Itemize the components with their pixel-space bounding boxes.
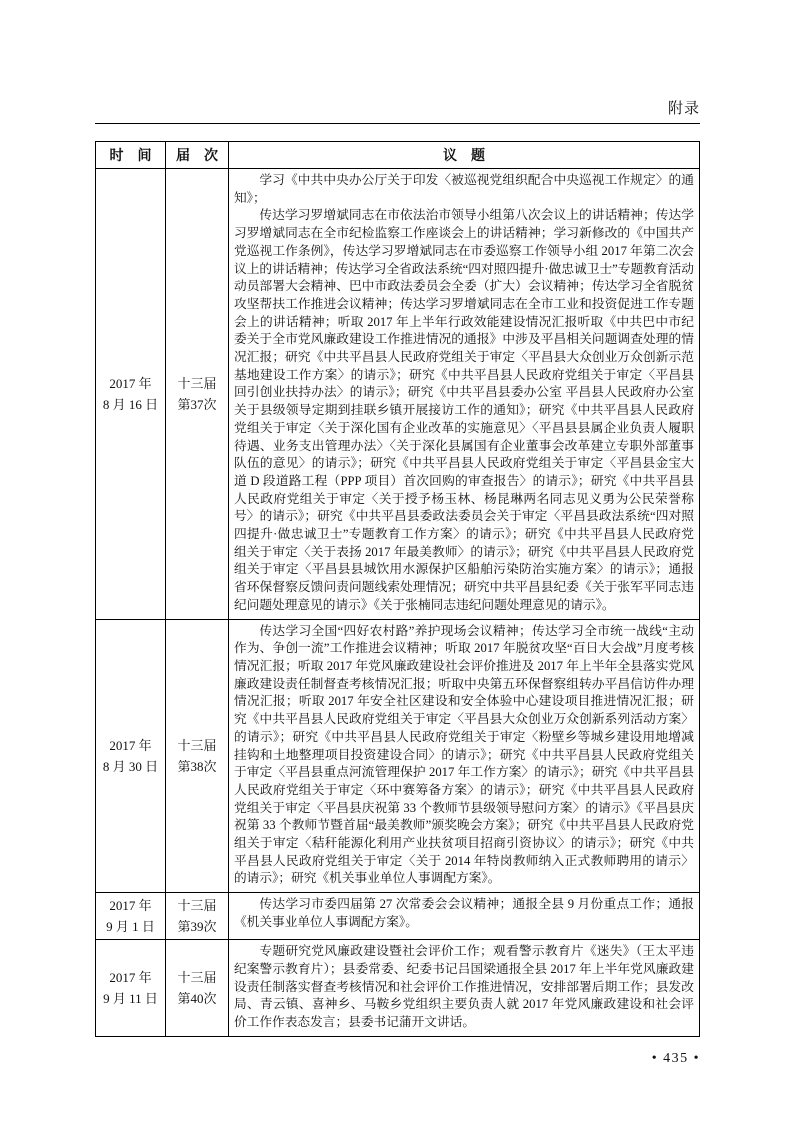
topics-cell [229,893,700,940]
page-footer [95,1051,700,1067]
date-line: 2017 年 [109,737,152,753]
page-number: • 435 • [651,1050,700,1066]
session-cell [166,169,229,620]
session-cell [166,893,229,940]
session-line: 十三届 [177,898,217,914]
date-line: 9 月 11 日 [103,990,158,1006]
time-cell [96,619,166,893]
table-row [96,940,700,1037]
session-line: 第40次 [177,990,217,1006]
topic-paragraph: 学习《中共中央办公厅关于印发〈被巡视党组织配合中央巡视工作规定〉的通知》； [234,173,694,205]
date-line: 2017 年 [109,375,152,391]
column-header-topics: 议 题 [229,142,700,169]
date-line: 2017 年 [109,898,152,914]
session-line: 十三届 [177,375,217,391]
date-line: 9 月 1 日 [106,919,155,935]
topics-cell [229,619,700,893]
date-line: 8 月 16 日 [102,396,159,412]
table-row [96,893,700,940]
topics-cell [229,169,700,620]
session-line: 十三届 [177,969,217,985]
date-line: 8 月 30 日 [102,758,159,774]
session-cell [166,619,229,893]
appendix-label: 附录 [667,100,700,117]
topic-paragraph: 传达学习市委四届第 27 次常委会会议精神；通报全县 9 月份重点工作；通报《机关事业单位人事调配方案》。 [234,897,694,929]
topic-paragraph: 专题研究党风廉政建设暨社会评价工作；观看警示教育片《迷失》（王太平违纪案警示教育片）；县委常委、纪委书记吕国梁通报全县 2017 年上半年党风廉政建设责任制落实督查考核情况和社会评价工作推进情况，安排部署后期工作；县发改局、青云镇、喜神乡、马鞍乡党组织主要负责人就 2017 年党风廉政建设和社会评价工作作表态发言；县委书记蒲开文讲话。 [234,944,694,1029]
session-line: 第39次 [177,919,217,935]
meeting-table [95,141,700,1037]
session-line: 第38次 [177,758,217,774]
column-header-session: 届 次 [166,142,229,169]
column-header-time: 时 间 [96,142,166,169]
time-cell [96,169,166,620]
table-header-row [96,142,700,169]
page-header [95,97,700,124]
topics-cell [229,940,700,1037]
topic-paragraph: 传达学习全国“四好农村路”养护现场会议精神；传达学习全市统一战线“主动作为、争创一流”工作推进会议精神；听取 2017 年脱贫攻坚“百日大会战”月度考核情况汇报；听取 2017 年党风廉政建设社会评价推进及 2017 年上半年全县落实党风廉政建设责任制督查考核情况汇报；听取中央第五环保督察组转办平昌信访件办理情况汇报；听取 2017 年安全社区建设和安全体验中心建设项目推进情况汇报；研究《中共平昌县人民政府党组关于审定〈平昌县大众创业万众创新系列活动方案〉的请示》；研究《中共平昌县人民政府党组关于审定〈粉壁乡等城乡建设用地增减挂钩和土地整理项目投资建设合同〉的请示》；研究《中共平昌县人民政府党组关于审定〈平昌县重点河流管理保护 2017 年工作方案〉的请示》；研究《中共平昌县人民政府党组关于审定〈环中赛筹备方案〉的请示》；研究《中共平昌县人民政府党组关于审定〈平昌县庆祝第 33 个教师节县级领导慰问方案〉的请示》《平昌县庆祝第 33 个教师节暨首届“最美教师”颁奖晚会方案》；研究《中共平昌县人民政府党组关于审定〈秸秆能源化利用产业扶贫项目招商引资协议〉的请示》；研究《中共平昌县人民政府党组关于审定〈关于 2014 年特岗教师纳入正式教师聘用的请示〉的请示》；研究《机关事业单位人事调配方案》。 [234,623,694,886]
session-cell [166,940,229,1037]
session-line: 第37次 [177,396,217,412]
table-row [96,169,700,620]
time-cell [96,940,166,1037]
topic-paragraph: 传达学习罗增斌同志在市依法治市领导小组第八次会议上的讲话精神；传达学习罗增斌同志在全市纪检监察工作座谈会上的讲话精神；学习新修改的《中国共产党巡视工作条例》，传达学习罗增斌同志在市委巡察工作领导小组 2017 年第二次会议上的讲话精神；传达学习全省政法系统“四对照四提升·做忠诚卫士”专题教育活动动员部署大会精神、巴中市政法委员会全委（扩大）会议精神；传达学习全省脱贫攻坚帮扶工作推进会议精神；传达学习罗增斌同志在全市工业和投资促进工作专题会上的讲话精神；听取 2017 年上半年行政效能建设情况汇报听取《中共巴中市纪委关于全市党风廉政建设工作推进情况的通报》中涉及平昌相关问题调查处理的情况汇报；研究《中共平昌县人民政府党组关于审定〈平昌县大众创业万众创新示范基地建设工作方案〉的请示》；研究《中共平昌县人民政府党组关于审定〈平昌县回引创业扶持办法〉的请示》；研究《中共平昌县委办公室 平昌县人民政府办公室关于县级领导定期到挂联乡镇开展接访工作的通知》；研究《中共平昌县人民政府党组关于审定〈关于深化国有企业改革的实施意见〉〈平昌县县属企业负责人履职待遇、业务支出管理办法〉〈关于深化县属国有企业董事会改革建立专职外部董事队伍的意见〉的请示》；研究《中共平昌县人民政府党组关于审定〈平昌县金宝大道 D 段道路工程（PPP 项目）首次回购的审查报告〉的请示》；研究《中共平昌县人民政府党组关于审定〈关于授予杨玉林、杨昆琳两名同志见义勇为公民荣誉称号〉的请示》；研究《中共平昌县委政法委员会关于审定〈平昌县政法系统“四对照四提升·做忠诚卫士”专题教育工作方案〉的请示》；研究《中共平昌县人民政府党组关于审定〈关于表扬 2017 年最美教师〉的请示》；研究《中共平昌县人民政府党组关于审定〈平昌县县城饮用水源保护区船舶污染防治实施方案〉的请示》；通报省环保督察反馈问责问题线索处理情况；研究中共平昌县纪委《关于张军平同志违纪问题处理意见的请示》《关于张楠同志违纪问题处理意见的请示》。 [234,208,694,612]
time-cell [96,893,166,940]
date-line: 2017 年 [109,969,152,985]
session-line: 十三届 [177,737,217,753]
table-row [96,619,700,893]
